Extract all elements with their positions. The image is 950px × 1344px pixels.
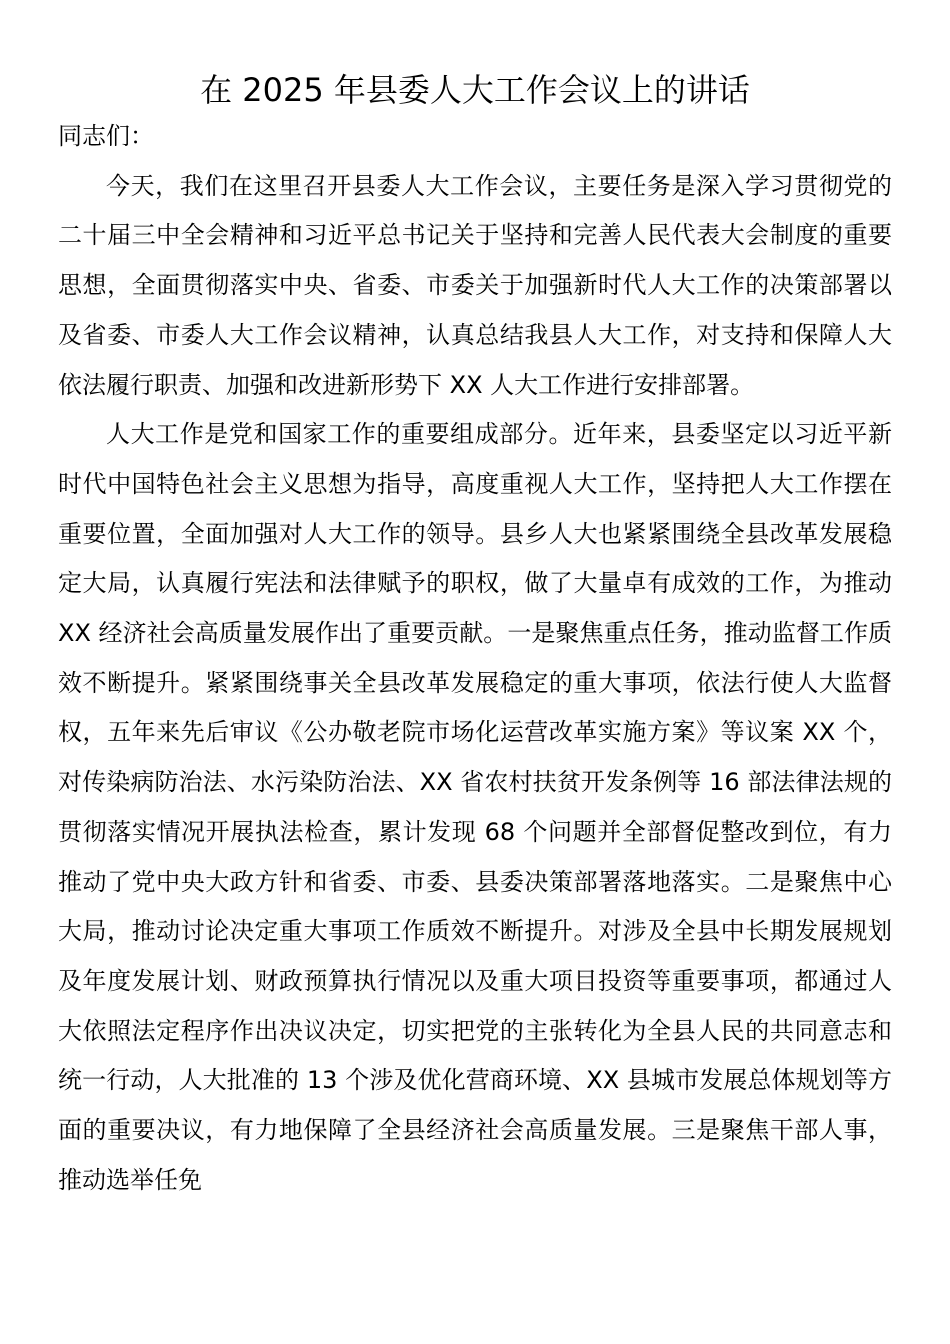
- salutation: 同志们：: [58, 122, 154, 150]
- document-title: 在 2025 年县委人大工作会议上的讲话: [200, 71, 750, 109]
- paragraph-2: 人大工作是党和国家工作的重要组成部分。近年来，县委坚定以习近平新时代中国特色社会主义思想为指导，高度重视人大工作，坚持把人大工作摆在重要位置，全面加强对人大工作的领导。县乡人大也紧紧围绕全县改革发展稳定大局，认真履行宪法和法律赋予的职权，做了大量卓有成效的工作，为推动 XX 经济社会高质量发展作出了重要贡献。一是聚焦重点任务，推动监督工作质效不断提升。紧紧围绕事关全县改革发展稳定的重大事项，依法行使人大监督权，五年来先后审议《公办敬老院市场化运营改革实施方案》等议案 XX 个，对传染病防治法、水污染防治法、XX 省农村扶贫开发条例等 16 部法律法规的贯彻落实情况开展执法检查，累计发现 68 个问题并全部督促整改到位，有力推动了党中央大政方针和省委、市委、县委决策部署落地落实。二是聚焦中心大局，推动讨论决定重大事项工作质效不断提升。对涉及全县中长期发展规划及年度发展计划、财政预算执行情况以及重大项目投资等重要事项，都通过人大依照法定程序作出决议决定，切实把党的主张转化为全县人民的共同意志和统一行动，人大批准的 13 个涉及优化营商环境、XX 县城市发展总体规划等方面的重要决议，有力地保障了全县经济社会高质量发展。三是聚焦干部人事，推动选举任免: [58, 420, 892, 1194]
- paragraph-1: 今天，我们在这里召开县委人大工作会议，主要任务是深入学习贯彻党的二十届三中全会精神和习近平总书记关于坚持和完善人民代表大会制度的重要思想，全面贯彻落实中央、省委、市委关于加强新时代人大工作的决策部署以及省委、市委人大工作会议精神，认真总结我县人大工作，对支持和保障人大依法履行职责、加强和改进新形势下 XX 人大工作进行安排部署。: [58, 171, 892, 399]
- document-body: [58, 112, 892, 1205]
